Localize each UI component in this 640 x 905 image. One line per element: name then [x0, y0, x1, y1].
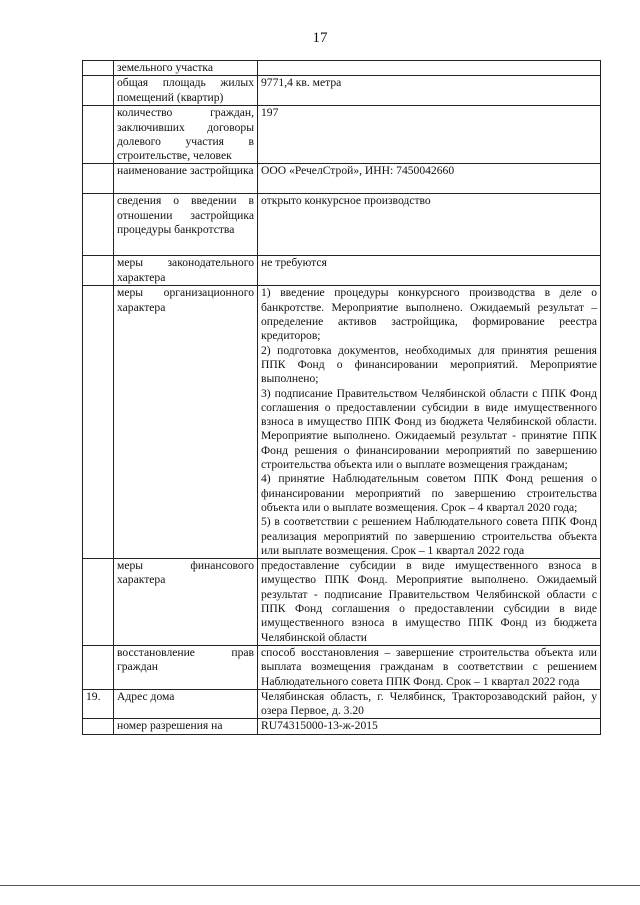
- row-number: 19.: [83, 689, 114, 719]
- value-line: способ восстановления – завершение строительства объекта или выплата возмещения гражданам в соответствии с решением Наблюдательного совета ППК Фонд. Срок – 1 квартал 2022 года: [261, 645, 597, 688]
- row-label: номер разрешения на: [114, 719, 258, 734]
- row-label: общая площадь жилых помещений (квартир): [114, 76, 258, 106]
- table-row: [83, 106, 601, 164]
- table-row: [83, 559, 601, 646]
- value-line: 197: [261, 106, 279, 120]
- table-row: [83, 689, 601, 719]
- row-value: [258, 164, 601, 194]
- row-label: меры законодательного характера: [114, 256, 258, 286]
- project-info-table: [82, 60, 601, 735]
- page-bottom-divider: [0, 885, 640, 886]
- measure-item: 3) подписание Правительством Челябинской области с ППК Фонд соглашения о предоставлении субсидии в виде имущественного взноса в имущество ППК Фонд из бюджета Челябинской области. Мероприятие выполнено. Ожидаемый результат - принятие ППК Фонд решения о финансировании мероприятий по завершению строительства объекта или о выплате возмещения гражданам;: [261, 386, 597, 472]
- row-number: [83, 164, 114, 194]
- row-value: [258, 719, 601, 734]
- value-line: открыто конкурсное производство: [261, 194, 431, 208]
- row-value: [258, 559, 601, 646]
- row-value: [258, 194, 601, 256]
- row-label: восстановление прав граждан: [114, 645, 258, 689]
- row-number: [83, 559, 114, 646]
- row-value: [258, 286, 601, 559]
- row-label: сведения о введении в отношении застройщика процедуры банкротства: [114, 194, 258, 256]
- row-label: земельного участка: [114, 61, 258, 76]
- row-label: количество граждан, заключивших договоры долевого участия в строительстве, человек: [114, 106, 258, 164]
- row-number: [83, 76, 114, 106]
- measure-item: 5) в соответствии с решением Наблюдательного совета ППК Фонд реализация мероприятий по завершению строительства объекта или выплате возмещения. Срок – 1 квартал 2022 года: [261, 515, 597, 557]
- row-number: [83, 645, 114, 689]
- value-line: не требуются: [261, 256, 327, 270]
- value-line: 9771,4 кв. метра: [261, 76, 342, 90]
- row-label: Адрес дома: [114, 689, 258, 719]
- value-line: Челябинская область, г. Челябинск, Тракторозаводский район, у озера Первое, д. 3.20: [261, 689, 597, 718]
- value-line: RU74315000-13-ж-2015: [261, 719, 378, 733]
- table-row: [83, 256, 601, 286]
- page-number: 17: [312, 30, 328, 46]
- row-number: [83, 106, 114, 164]
- table-row: [83, 61, 601, 76]
- row-value: [258, 645, 601, 689]
- row-value: [258, 76, 601, 106]
- row-number: [83, 719, 114, 734]
- table-row: [83, 164, 601, 194]
- measure-item: 1) введение процедуры конкурсного производства в деле о банкротстве. Мероприятие выполнено. Ожидаемый результат – определение активов застройщика, формирование реестра кредиторов;: [261, 286, 597, 343]
- row-value: [258, 61, 601, 76]
- table-row: [83, 194, 601, 256]
- row-value: [258, 256, 601, 286]
- table-row: [83, 76, 601, 106]
- row-label: меры организационного характера: [114, 286, 258, 559]
- row-number: [83, 61, 114, 76]
- row-value: [258, 689, 601, 719]
- row-number: [83, 256, 114, 286]
- measure-item: 2) подготовка документов, необходимых для принятия решения ППК Фонд о финансировании мероприятий. Мероприятие выполнено;: [261, 343, 597, 386]
- value-line: ООО «РечелСтрой», ИНН: 7450042660: [261, 164, 455, 178]
- row-number: [83, 286, 114, 559]
- measure-item: 4) принятие Наблюдательным советом ППК Фонд решения о финансировании мероприятий по завершению строительства объекта или о выплате возмещения. Срок – 4 квартал 2020 года;: [261, 472, 597, 514]
- table-row: [83, 286, 601, 559]
- table-row: [83, 719, 601, 734]
- row-number: [83, 194, 114, 256]
- row-value: [258, 106, 601, 164]
- value-line: предоставление субсидии в виде имущественного взноса в имущество ППК Фонд. Мероприятие выполнено. Ожидаемый результат - подписание Правительством Челябинской области с ППК Фонд соглашения о предоставлении субсидии в виде имущественного взноса в имущество ППК Фонд из бюджета Челябинской области: [261, 559, 597, 644]
- table-row: [83, 645, 601, 689]
- row-label: меры финансового характера: [114, 559, 258, 646]
- row-label: наименование застройщика: [114, 164, 258, 194]
